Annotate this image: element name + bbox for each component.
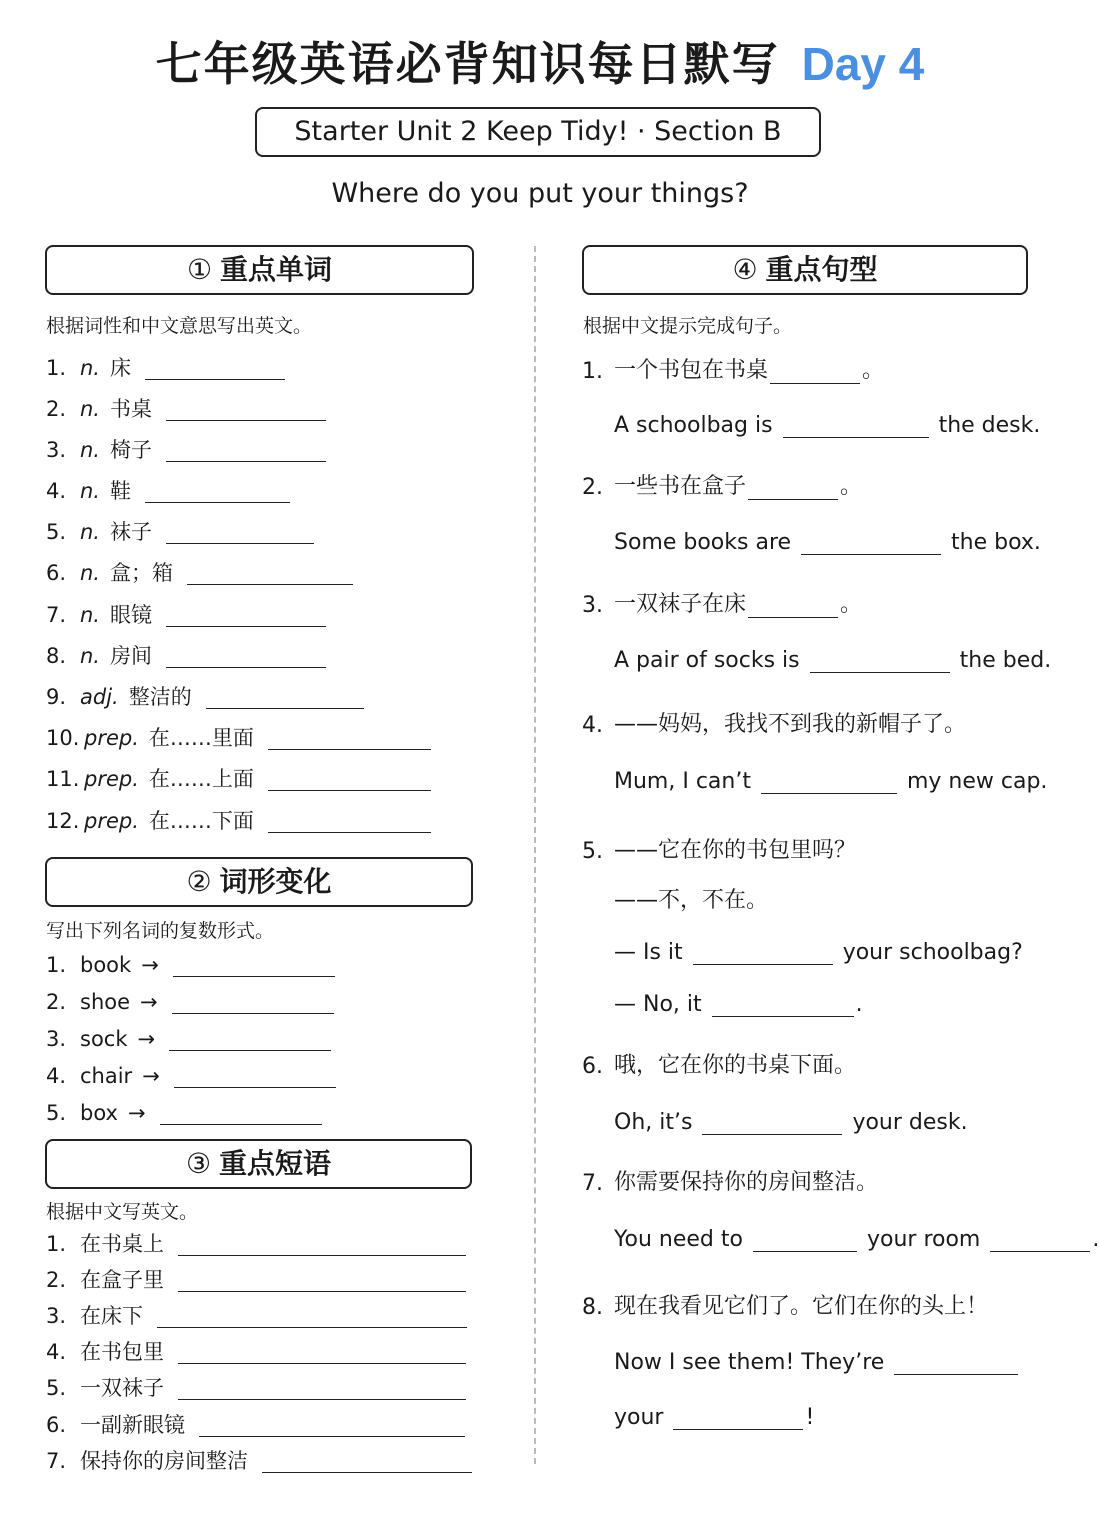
answer-blank[interactable] [166,645,326,668]
q4-en-a: Mum, I can’t [614,769,751,794]
q7-chinese [582,1164,878,1196]
chinese-meaning: 在……下面 [148,809,254,833]
answer-blank[interactable] [268,727,431,750]
q3-chinese [582,586,862,618]
noun-word: sock [80,1027,128,1051]
noun-word: book [80,953,132,977]
chinese-phrase: 保持你的房间整洁 [80,1449,248,1473]
q3-en-b: the bed. [959,648,1052,673]
item-number: 8. [46,644,67,668]
phrase-item [46,1337,466,1367]
section1-title: 重点单词 [220,253,333,286]
q5-english-2 [614,985,863,1017]
phrase-item [46,1301,467,1331]
answer-blank[interactable] [268,810,431,833]
q8-en1-a: Now I see them! They’re [614,1350,885,1375]
q8-en1-blank[interactable] [894,1350,1018,1375]
item-number: 1. [46,953,67,977]
chinese-phrase: 在盒子里 [80,1268,164,1292]
section3-title: 重点短语 [219,1147,332,1180]
item-number: 5. [46,1101,67,1125]
section4-number: ④ [732,253,758,286]
word-item [46,641,326,671]
q8-english-1 [614,1343,1028,1375]
section1-header [45,245,474,295]
q7-number: 7. [582,1171,603,1196]
word-item [46,723,431,753]
q3-en-a: A pair of socks is [614,648,800,673]
q5-en1-b: your schoolbag? [842,940,1023,965]
answer-blank[interactable] [173,954,335,977]
section4-header [582,245,1028,295]
noun-word: box [80,1101,118,1125]
q4-en-blank[interactable] [761,769,897,794]
q8-number: 8. [582,1295,603,1320]
q6-english [614,1103,968,1135]
q5-cn2: ——不，不在。 [614,888,769,913]
answer-blank[interactable] [172,991,334,1014]
phrase-item [46,1229,466,1259]
q8-en2-a: your [614,1405,664,1430]
unit-banner: Starter Unit 2 Keep Tidy! · Section B [255,107,821,157]
q5-en2-b: . [855,992,863,1017]
part-of-speech: n. [80,561,100,585]
item-number: 6. [46,1413,67,1437]
part-of-speech: prep. [84,726,139,750]
q3-cn: 一双袜子在床 [614,592,747,617]
part-of-speech: n. [80,603,100,627]
answer-blank[interactable] [262,1450,472,1473]
q1-en-b: the desk. [938,413,1041,438]
word-item [46,806,431,836]
answer-blank[interactable] [178,1377,466,1400]
q8-en2-blank[interactable] [673,1405,803,1430]
item-number: 7. [46,603,67,627]
answer-blank[interactable] [178,1233,466,1256]
q2-cn: 一些书在盒子 [614,474,747,499]
answer-blank[interactable] [157,1305,467,1328]
q5-english-1 [614,933,1023,965]
q4-number: 4. [582,713,603,738]
answer-blank[interactable] [166,521,314,544]
q2-cn-end: 。 [840,474,863,499]
q8-chinese [582,1288,988,1320]
word-item [46,558,353,588]
answer-blank[interactable] [166,398,326,421]
section4-title: 重点句型 [765,253,878,286]
q3-number: 3. [582,593,603,618]
section3-number: ③ [185,1147,212,1180]
q3-english [614,641,1051,673]
item-number: 5. [46,1376,67,1400]
part-of-speech: prep. [84,767,139,791]
item-number: 7. [46,1449,67,1473]
q4-en-b: my new cap. [906,769,1048,794]
q2-chinese [582,468,862,500]
chinese-phrase: 在床下 [80,1304,143,1328]
page-title [0,28,1080,94]
q5-en1-a: — Is it [614,940,683,965]
section2-number: ② [186,865,212,898]
q6-cn: 哦，它在你的书桌下面。 [614,1053,857,1078]
noun-word: shoe [80,990,131,1014]
chinese-meaning: 盒；箱 [110,561,173,585]
part-of-speech: n. [80,438,100,462]
column-divider [534,246,536,1464]
item-number: 3. [46,1304,67,1328]
answer-blank[interactable] [166,604,326,627]
chinese-meaning: 眼镜 [110,603,152,627]
arrow-icon: → [140,990,158,1014]
q5-cn1: ——它在你的书包里吗？ [614,838,857,863]
q2-number: 2. [582,475,603,500]
plural-item [46,987,334,1017]
q2-cn-blank[interactable] [748,475,838,500]
q1-cn-blank[interactable] [770,359,860,384]
chinese-meaning: 整洁的 [128,685,192,709]
item-number: 2. [46,1268,67,1292]
chinese-meaning: 袜子 [110,520,152,544]
phrase-item [46,1265,466,1295]
q5-en1-blank[interactable] [693,940,833,965]
q6-en-a: Oh, it’s [614,1110,693,1135]
answer-blank[interactable] [187,562,353,585]
part-of-speech: adj. [80,685,119,709]
item-number: 9. [46,685,67,709]
q6-en-b: your desk. [852,1110,968,1135]
word-item [46,600,326,630]
q1-cn-end: 。 [862,358,885,383]
item-number: 5. [46,520,67,544]
q4-english [614,762,1047,794]
q7-en-blank-2[interactable] [990,1227,1090,1252]
item-number: 11. [46,767,80,791]
q5-chinese-1 [582,832,856,864]
arrow-icon: → [141,953,159,977]
answer-blank[interactable] [169,1028,331,1051]
chinese-phrase: 在书桌上 [80,1232,164,1256]
item-number: 2. [46,397,67,421]
unit-subtitle: Where do you put your things? [331,178,749,209]
q7-en-c: . [1092,1227,1099,1252]
section1-instruction: 根据词性和中文意思写出英文。 [46,315,313,337]
phrase-item [46,1373,466,1403]
q7-english [614,1220,1099,1252]
item-number: 3. [46,438,67,462]
plural-item [46,1098,322,1128]
q1-en-a: A schoolbag is [614,413,773,438]
q2-en-b: the box. [951,530,1041,555]
q1-english [614,406,1040,438]
q7-en-blank-1[interactable] [753,1227,857,1252]
plural-item [46,950,335,980]
part-of-speech: n. [80,644,100,668]
q1-number: 1. [582,359,603,384]
word-item [46,517,314,547]
q7-en-a: You need to [614,1227,743,1252]
q8-en2-b: ! [805,1405,815,1430]
answer-blank[interactable] [206,686,364,709]
word-item [46,476,290,506]
chinese-meaning: 床 [110,356,131,380]
chinese-meaning: 鞋 [110,479,131,503]
q4-cn: ——妈妈，我找不到我的新帽子了。 [614,712,967,737]
q8-english-2 [614,1398,814,1430]
q5-en2-a: — No, it [614,992,702,1017]
item-number: 3. [46,1027,67,1051]
plural-item [46,1061,336,1091]
section1-number: ① [186,253,213,286]
section2-title: 词形变化 [219,865,332,898]
item-number: 4. [46,1064,67,1088]
part-of-speech: n. [80,520,100,544]
item-number: 2. [46,990,67,1014]
q3-en-blank[interactable] [810,648,950,673]
item-number: 4. [46,1340,67,1364]
word-item [46,435,326,465]
q5-chinese-2 [614,882,768,914]
section2-header [45,857,473,907]
q2-en-blank[interactable] [801,530,941,555]
chinese-meaning: 书桌 [110,397,152,421]
arrow-icon: → [142,1064,160,1088]
arrow-icon: → [137,1027,156,1051]
q7-cn: 你需要保持你的房间整洁。 [614,1170,879,1195]
title-text: 七年级英语必背知识每日默写 [155,37,780,91]
chinese-meaning: 房间 [110,644,152,668]
chinese-meaning: 椅子 [110,438,152,462]
answer-blank[interactable] [268,768,431,791]
arrow-icon: → [127,1101,146,1125]
q6-number: 6. [582,1054,603,1079]
day-label: Day 4 [801,38,925,90]
part-of-speech: n. [80,356,100,380]
word-item [46,353,285,383]
phrase-item [46,1446,472,1476]
word-item [46,764,431,794]
section2-instruction: 写出下列名词的复数形式。 [46,920,275,942]
q5-en2-blank[interactable] [712,992,854,1017]
chinese-meaning: 在……里面 [148,726,254,750]
part-of-speech: prep. [84,809,139,833]
q6-en-blank[interactable] [702,1110,842,1135]
answer-blank[interactable] [174,1065,336,1088]
noun-word: chair [80,1064,133,1088]
answer-blank[interactable] [166,439,326,462]
item-number: 10. [46,726,80,750]
answer-blank[interactable] [160,1102,322,1125]
q2-english [614,523,1041,555]
plural-item [46,1024,331,1054]
answer-blank[interactable] [199,1414,465,1437]
q2-en-a: Some books are [614,530,792,555]
item-number: 12. [46,809,80,833]
chinese-meaning: 在……上面 [148,767,254,791]
chinese-phrase: 一副新眼镜 [80,1413,185,1437]
word-item [46,682,364,712]
phrase-item [46,1410,465,1440]
part-of-speech: n. [80,479,100,503]
answer-blank[interactable] [178,1269,466,1292]
item-number: 1. [46,1232,67,1256]
part-of-speech: n. [80,397,100,421]
section4-instruction: 根据中文提示完成句子。 [583,315,793,337]
q7-en-b: your room [866,1227,981,1252]
q4-chinese [582,706,966,738]
q1-en-blank[interactable] [783,413,929,438]
item-number: 4. [46,479,67,503]
q3-cn-end: 。 [840,592,863,617]
q5-number: 5. [582,839,603,864]
item-number: 1. [46,356,67,380]
section3-instruction: 根据中文写英文。 [46,1201,199,1223]
section3-header [45,1139,472,1189]
q1-chinese [582,352,884,384]
q8-cn: 现在我看见它们了。它们在你的头上！ [614,1294,989,1319]
answer-blank[interactable] [145,480,290,503]
q3-cn-blank[interactable] [748,593,838,618]
answer-blank[interactable] [178,1341,466,1364]
answer-blank[interactable] [145,357,285,380]
item-number: 6. [46,561,67,585]
q1-cn: 一个书包在书桌 [614,358,769,383]
chinese-phrase: 在书包里 [80,1340,164,1364]
q6-chinese [582,1047,856,1079]
word-item [46,394,326,424]
chinese-phrase: 一双袜子 [80,1376,164,1400]
